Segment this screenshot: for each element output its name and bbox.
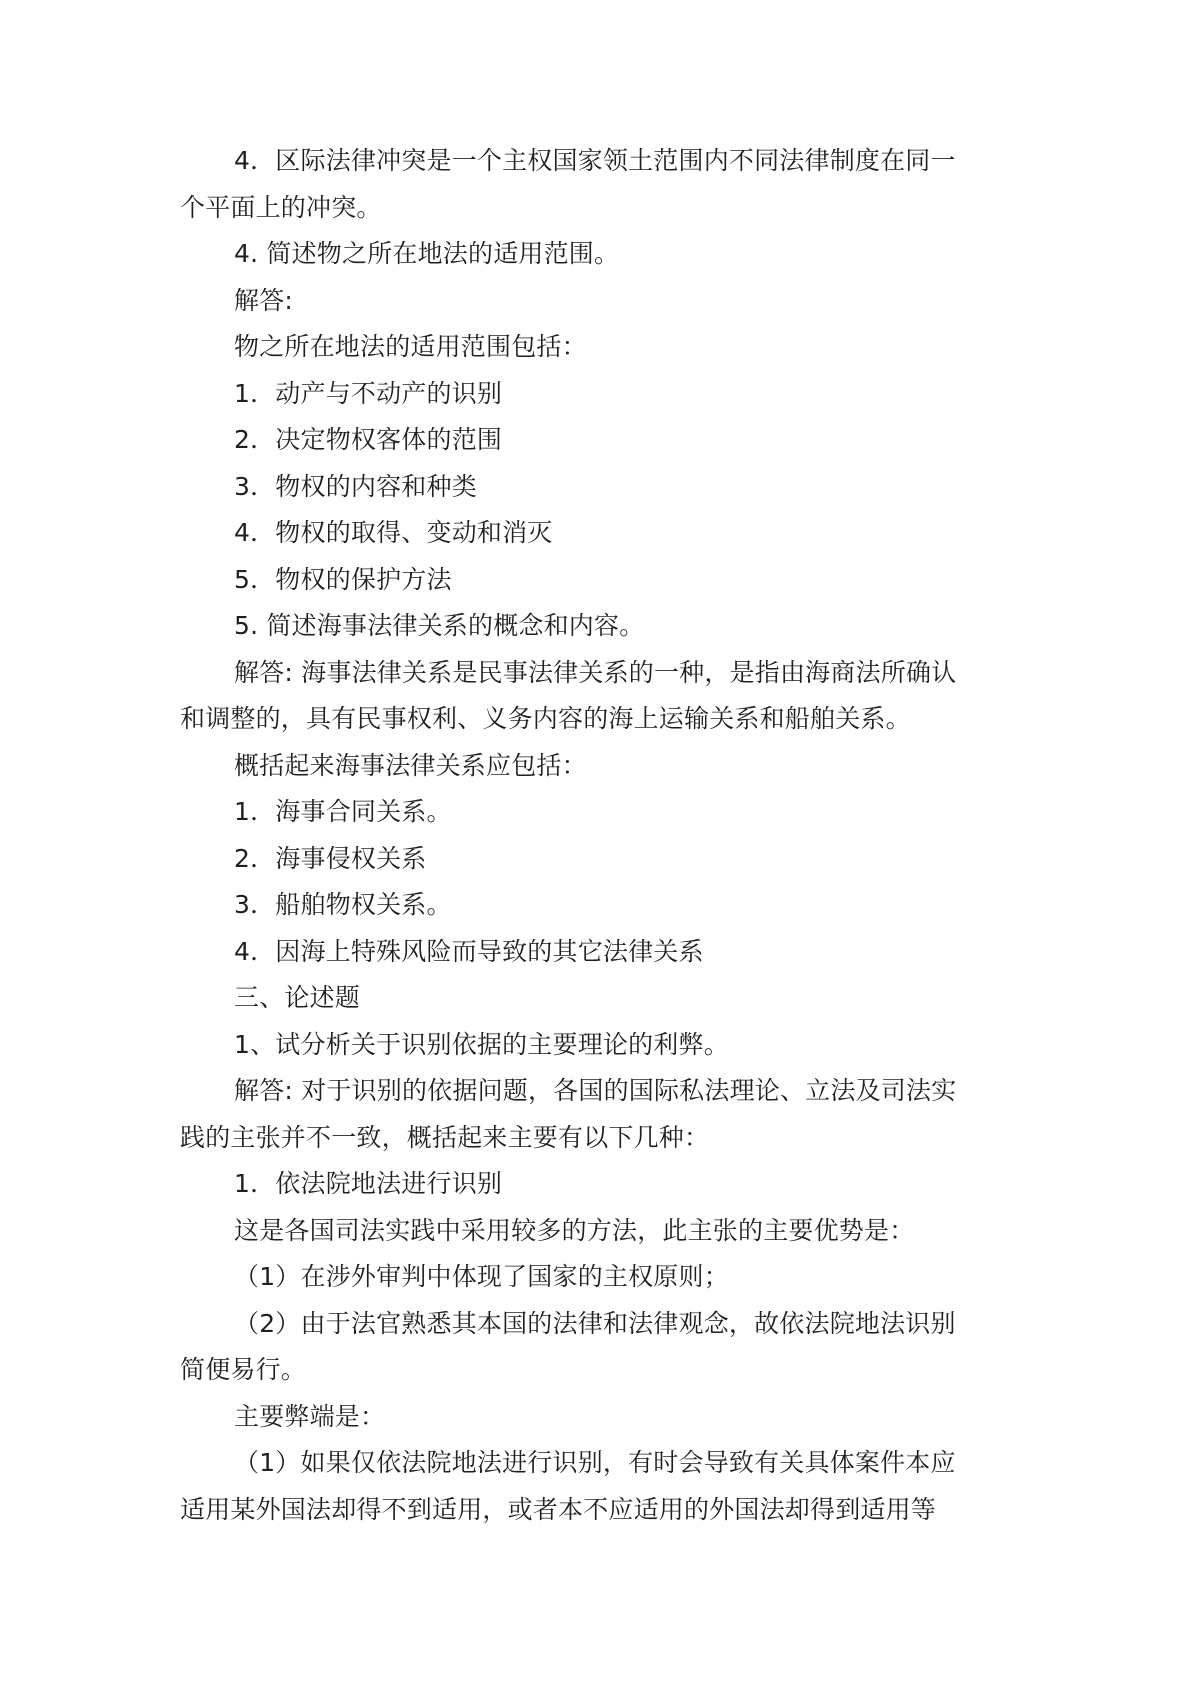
text-line: 适用某外国法却得不到适用，或者本不应适用的外国法却得到适用等 [180,1494,937,1524]
section-heading: 三、论述题 [234,983,361,1012]
list-item: 1．依法院地法进行识别 [234,1169,503,1198]
question-heading: 5. 简述海事法律关系的概念和内容。 [234,611,645,640]
text-line: 和调整的，具有民事权利、义务内容的海上运输关系和船舶关系。 [180,704,911,733]
list-item: 1．动产与不动产的识别 [234,378,503,408]
document-page [180,138,1015,1533]
list-item: 4．物权的取得、变动和消灭 [234,518,553,547]
text-line: 物之所在地法的适用范围包括： [234,332,587,361]
list-item: 3．物权的内容和种类 [234,471,477,501]
list-item: （1）在涉外审判中体现了国家的主权原则； [234,1262,729,1291]
text-line: 简便易行。 [180,1355,307,1384]
text-line: 个平面上的冲突。 [180,192,382,222]
list-item: （1）如果仅依法院地法进行识别，有时会导致有关具体案件本应 [234,1448,956,1477]
list-item: 2．决定物权客体的范围 [234,425,503,454]
text-line: 解答: 对于识别的依据问题，各国的国际私法理论、立法及司法实 [234,1076,957,1105]
question-heading: 1、试分析关于识别依据的主要理论的利弊。 [234,1029,729,1059]
text-line: 解答: 海事法律关系是民事法律关系的一种，是指由海商法所确认 [234,657,957,687]
text-line: 践的主张并不一致，概括起来主要有以下几种： [180,1122,710,1152]
list-item: 5．物权的保护方法 [234,564,452,594]
list-item: 1．海事合同关系。 [234,797,452,826]
question-heading: 4. 简述物之所在地法的适用范围。 [234,239,620,268]
list-item: 2．海事侵权关系 [234,843,427,873]
answer-label: 解答: [234,285,294,315]
text-line: 概括起来海事法律关系应包括： [234,750,587,780]
text-line: 4．区际法律冲突是一个主权国家领土范围内不同法律制度在同一 [234,146,956,175]
list-item: 3．船舶物权关系。 [234,890,452,919]
text-line: 主要弊端是： [234,1401,386,1431]
text-line: 这是各国司法实践中采用较多的方法，此主张的主要优势是： [234,1215,915,1245]
list-item: （2）由于法官熟悉其本国的法律和法律观念，故依法院地法识别 [234,1308,956,1338]
list-item: 4．因海上特殊风险而导致的其它法律关系 [234,936,704,966]
